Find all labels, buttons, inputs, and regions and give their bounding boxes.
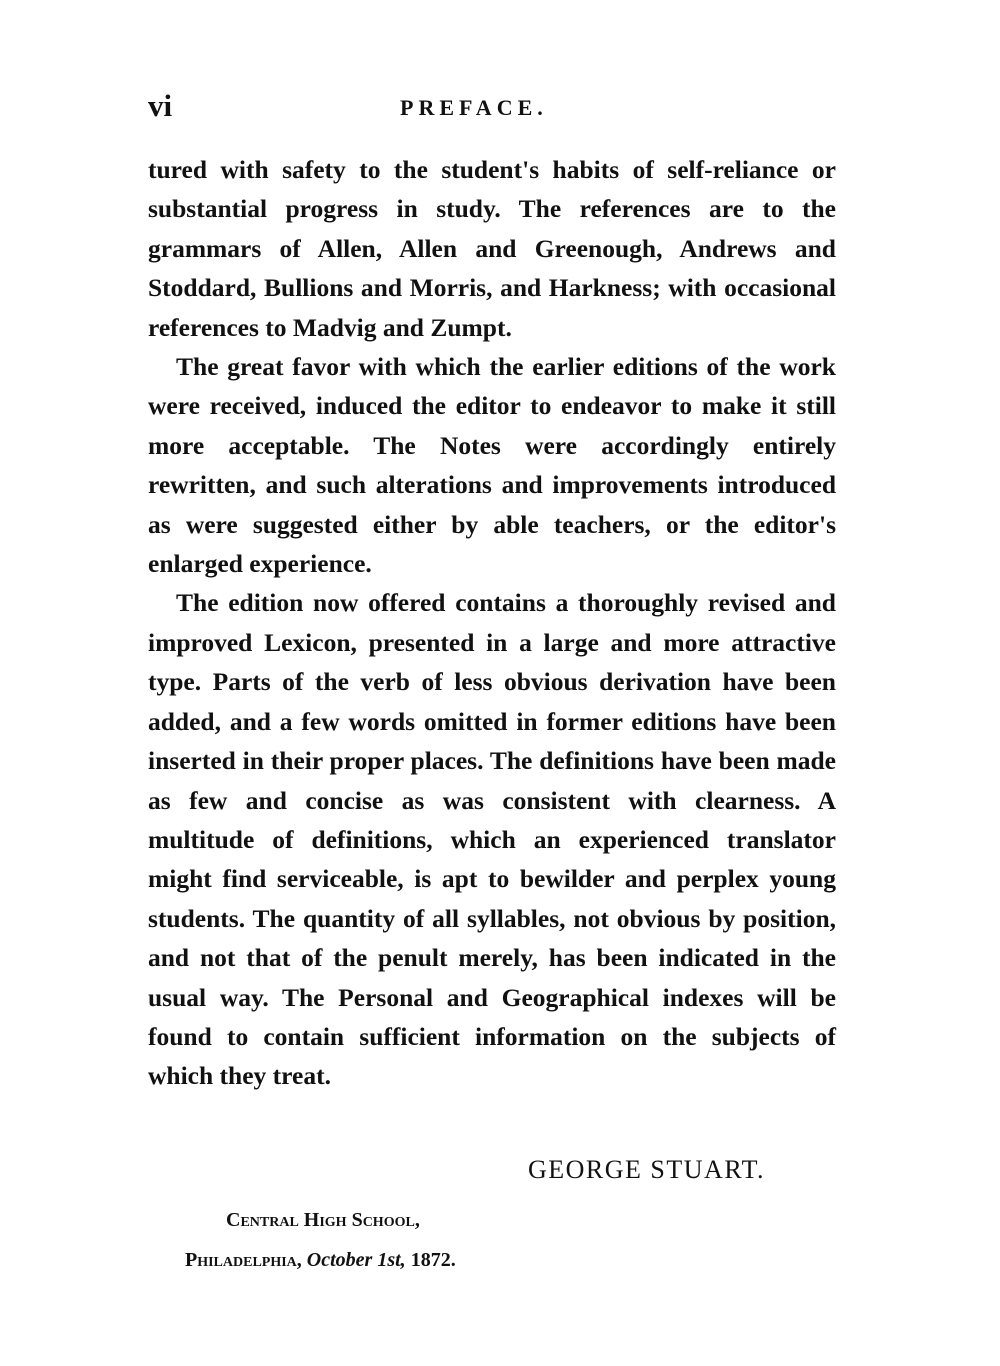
- institution-name: Central High School,: [226, 1209, 420, 1231]
- date-text: October 1st,: [306, 1249, 406, 1271]
- year-text: 1872.: [410, 1249, 456, 1271]
- dateline-place-date: [0, 1243, 1000, 1277]
- author-signature: GEORGE STUART.: [528, 1155, 766, 1184]
- city-name: Philadelphia,: [185, 1249, 302, 1271]
- running-head: [148, 86, 838, 126]
- paragraph-continued: tured with safety to the student's habits of self-reliance or substantial progress in study. The references are to the grammars of Allen, Allen and Greenough, Andrews and Stoddard, Bullions and Morris, and Harkness; with occasional references to Madvig and Zumpt.: [148, 155, 836, 342]
- dateline-institution: [0, 1203, 1000, 1237]
- paragraph: The edition now offered contains a thoroughly revised and improved Lexicon, presented in a large and more attractive type. Parts of the verb of less obvious derivation have been added, and a few words omitted in former editions have been inserted in their proper places. The definitions have been made as few and concise as was consistent with clearness. A multitude of definitions, which an experienced translator might find serviceable, is apt to bewilder and perplex young students. The quantity of all syllables, not obvious by position, and not that of the penult merely, has been indicated in the usual way. The Personal and Geographical indexes will be found to contain sufficient information on the subjects of which they treat.: [148, 588, 836, 1091]
- paragraph: The great favor with which the earlier editions of the work were received, induced the editor to endeavor to make it still more acceptable. The Notes were accordingly entirely rewritten, and such alterations and improvements introduced as were suggested either by able teachers, or the editor's enlarged experience.: [148, 352, 836, 579]
- page-number: vi: [148, 88, 173, 123]
- preface-body: [148, 150, 836, 1096]
- running-title: PREFACE.: [400, 95, 548, 120]
